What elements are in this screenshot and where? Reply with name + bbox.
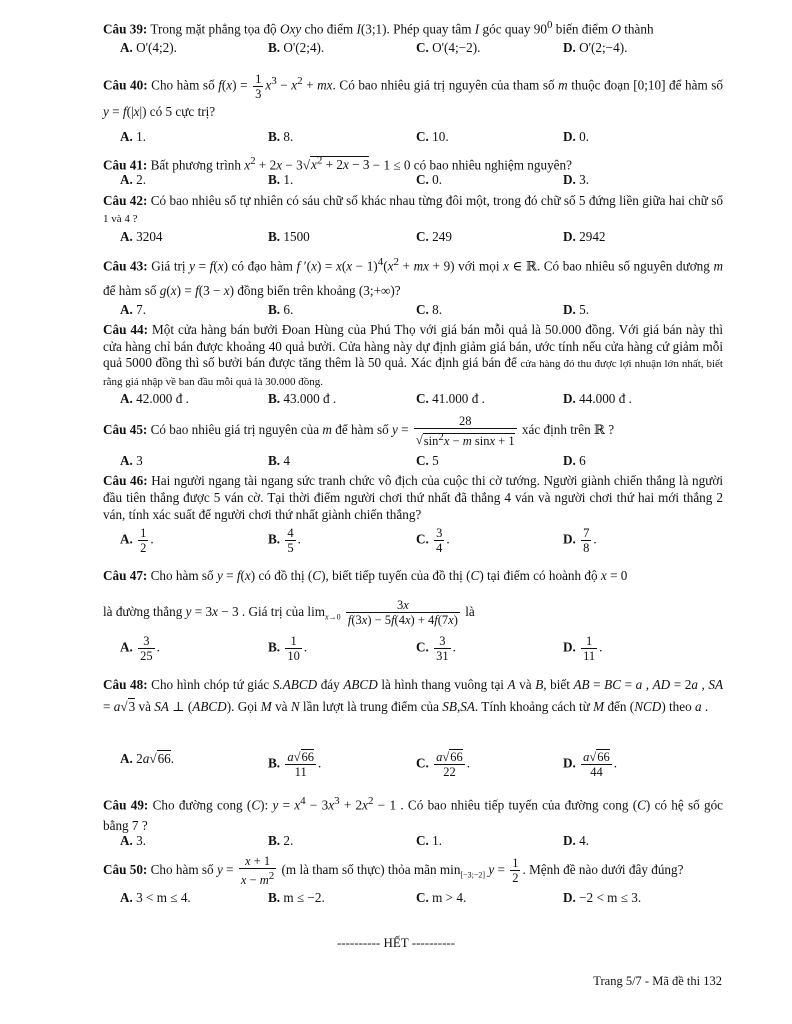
question-40-stem: Câu 40: Cho hàm số f(x) = $\frac{1}{3}$ $x^3 - x^2$ + mx. Có bao nhiêu giá trị nguyên của tham số m thuộc đoạn [0;10] để hàm số y = f(|x|) có 5 cực trị?: [103, 71, 724, 119]
page-footer: Trang 5/7 - Mã đề thi 132: [593, 974, 722, 988]
option-a[interactable]: A. O'(4;2).: [120, 40, 177, 55]
question-label: Câu 43:: [103, 258, 148, 274]
option-c[interactable]: C. 0.: [416, 172, 443, 187]
question-42-options: [103, 228, 723, 246]
option-d[interactable]: D. 3.: [563, 172, 590, 187]
question-label: Câu 41:: [103, 157, 148, 173]
question-45: [103, 412, 723, 468]
option-a[interactable]: A. 3 < m ≤ 4.: [120, 890, 191, 905]
option-c[interactable]: C. $\frac{3}{31}$ .: [416, 634, 456, 663]
option-a[interactable]: A. 3: [120, 453, 143, 468]
question-label: Câu 48:: [103, 677, 148, 692]
question-40-options: [103, 128, 723, 146]
option-a[interactable]: A. 42.000 đ .: [120, 391, 189, 406]
question-42: [103, 192, 724, 244]
question-47-stem: Câu 47: Cho hàm số y = f(x) có đồ thị (C), biết tiếp tuyến của đồ thị (C) tại điểm có hoành độ x = 0: [103, 568, 628, 583]
option-c[interactable]: C. $\frac{3}{4}$ .: [416, 526, 450, 555]
option-b[interactable]: B. O'(2;4).: [268, 40, 325, 55]
option-d[interactable]: D. 6: [563, 453, 586, 468]
question-label: Câu 47:: [103, 568, 148, 583]
option-c[interactable]: C. 10.: [416, 129, 449, 144]
option-b[interactable]: B. 2.: [268, 833, 294, 848]
option-d[interactable]: D. $\frac{7}{8}$ .: [563, 526, 597, 555]
question-label: Câu 40:: [103, 77, 148, 93]
option-d[interactable]: D. $\frac{a√66}{44}$ .: [563, 750, 618, 779]
option-b[interactable]: B. $\frac{a√66}{11}$ .: [268, 750, 322, 779]
question-label: Câu 44:: [103, 322, 149, 337]
question-49: [103, 791, 724, 848]
question-49-stem: Câu 49: Cho đường cong (C): $y = x^4 - 3x^3 + 2x^2 - 1$ . Có bao nhiêu tiếp tuyến của đường cong (C) có hệ số góc bằng 7 ?: [103, 795, 724, 834]
option-b[interactable]: B. 6.: [268, 302, 294, 317]
option-a[interactable]: A. 7.: [120, 302, 147, 317]
option-c[interactable]: C. 8.: [416, 302, 443, 317]
option-a[interactable]: A. 3204: [120, 229, 163, 244]
question-46-stem: Câu 46: Hai người ngang tài ngang sức tranh chức vô địch của cuộc thi cờ tướng. Người giành chiến thắng là người đầu tiên thắng được 5 ván cờ. Tại thời điểm người chơi thứ nhất đã thắng 4 ván và người chơi thứ hai mới thắng 2 ván, tính xác suất để người chơi thứ nhất giành chiến thắng?: [103, 473, 723, 522]
question-41-stem: Câu 41: Bất phương trình $x^2 + 2x - 3√x^2 + 2x - 3 - 1 \le 0$ có bao nhiêu nghiệm nguyên?: [103, 155, 572, 173]
option-a[interactable]: A. $\frac{3}{25}$ .: [120, 634, 160, 663]
option-c[interactable]: C. $\frac{a√66}{22}$ .: [416, 750, 471, 779]
question-45-stem: Câu 45: Có bao nhiêu giá trị nguyên của m để hàm số y = $\frac{28}{√\sin^2x - m \sin x + 1}$ xác định trên ℝ ?: [103, 414, 615, 448]
option-b[interactable]: B. m ≤ −2.: [268, 890, 325, 905]
option-c[interactable]: C. 1.: [416, 833, 443, 848]
question-48-stem: Câu 48: Cho hình chóp tứ giác S.ABCD đáy ABCD là hình thang vuông tại A và B, biết AB = BC = a , AD = 2a , SA = a√3 và SA ⊥ (ABCD). Gọi M và N lần lượt là trung điểm của SB,SA. Tính khoảng cách từ M đến (NCD) theo a .: [103, 677, 723, 714]
question-48: [103, 674, 723, 779]
question-label: Câu 49:: [103, 797, 149, 813]
option-a[interactable]: A. 1.: [120, 129, 147, 144]
option-b[interactable]: B. 4: [268, 453, 290, 468]
question-label: Câu 46:: [103, 473, 148, 488]
question-label: Câu 45:: [103, 422, 148, 437]
option-d[interactable]: D. 2942: [563, 229, 606, 244]
option-c[interactable]: C. O'(4;−2).: [416, 40, 481, 55]
question-48-options: [103, 750, 723, 786]
option-d[interactable]: D. 4.: [563, 833, 590, 848]
option-a[interactable]: A. 2a√66.: [120, 751, 175, 766]
question-39-options: [103, 39, 723, 57]
option-d[interactable]: D. O'(2;−4).: [563, 40, 628, 55]
option-a[interactable]: A. 2.: [120, 172, 147, 187]
option-c[interactable]: C. m > 4.: [416, 890, 467, 905]
option-b[interactable]: B. $\frac{1}{10}$ .: [268, 634, 308, 663]
question-39: [103, 17, 723, 55]
option-c[interactable]: C. 249: [416, 229, 452, 244]
option-a[interactable]: A. $\frac{1}{2}$ .: [120, 526, 154, 555]
option-d[interactable]: D. 5.: [563, 302, 590, 317]
question-label: Câu 42:: [103, 193, 148, 208]
question-46: [103, 472, 723, 555]
option-d[interactable]: D. $\frac{1}{11}$ .: [563, 634, 603, 663]
question-41: [103, 153, 723, 187]
end-marker: ---------- HẾT ----------: [336, 935, 456, 950]
option-b[interactable]: B. 1.: [268, 172, 294, 187]
question-42-stem: Câu 42: Có bao nhiêu số tự nhiên có sáu chữ số khác nhau từng đôi một, trong đó chữ số 5 đứng liền giữa hai chữ số 1 và 4 ?: [103, 193, 724, 225]
question-label: Câu 50:: [103, 862, 148, 877]
question-43: [103, 250, 723, 317]
question-47-stem-2: là đường thẳng y = 3x − 3 . Giá trị của $\lim_{x\to 0}$ $\frac{3x}{f(3x) - 5f(4x) + 4f(7x)}$ là: [103, 598, 475, 628]
question-50-options: [103, 889, 723, 907]
option-d[interactable]: D. 44.000 đ .: [563, 391, 632, 406]
option-b[interactable]: B. 43.000 đ .: [268, 391, 337, 406]
option-b[interactable]: B. 1500: [268, 229, 310, 244]
question-45-options: [103, 452, 723, 470]
option-c[interactable]: C. 41.000 đ .: [416, 391, 485, 406]
option-d[interactable]: D. 0.: [563, 129, 590, 144]
question-47-options: [103, 634, 723, 668]
question-44-options: [103, 390, 723, 408]
question-44: [103, 322, 723, 406]
question-49-options: [103, 832, 723, 850]
question-46-options: [103, 526, 723, 560]
option-c[interactable]: C. 5: [416, 453, 439, 468]
question-50-stem: Câu 50: Cho hàm số y = $\frac{x + 1}{x - m^2}$ (m là tham số thực) thỏa mãn $\min_{[-3;-2]} y$ = $\frac{1}{2}$ . Mệnh đề nào dưới đây đúng?: [103, 854, 684, 888]
option-b[interactable]: B. 8.: [268, 129, 294, 144]
question-47: [103, 566, 723, 663]
question-label: Câu 39:: [103, 21, 148, 37]
question-43-stem: Câu 43: Giá trị y = f(x) có đạo hàm f $'(x) = x(x - 1)^4(x^2$ + mx + 9) với mọi x ∈ ℝ. Có bao nhiêu số nguyên dương m để hàm số g(x) = f(3 − x) đồng biến trên khoảng (3;+∞)?: [103, 256, 723, 299]
option-a[interactable]: A. 3.: [120, 833, 147, 848]
question-40: [103, 70, 724, 144]
question-41-options: [103, 171, 723, 189]
option-b[interactable]: B. $\frac{4}{5}$ .: [268, 526, 301, 555]
question-44-stem: Câu 44: Một cửa hàng bán bưởi Đoan Hùng của Phú Thọ với giá bán mỗi quả là 50.000 đồng. Với giá bán này thì cửa hàng chỉ bán được khoảng 40 quả bưởi. Cửa hàng này dự định giảm giá bán, ước tính nếu cửa hàng cứ giảm mỗi quả 5000 đồng thì số bưởi bán được tăng thêm là 50 quả. Xác định giá bán để cửa hàng đó thu được lợi nhuận lớn nhất, biết rằng giá nhập về ban đầu mỗi quả là 30.000 đồng.: [103, 322, 723, 388]
question-39-stem: Câu 39: Trong mặt phẳng tọa độ Oxy cho điểm I(3;1). Phép quay tâm I góc quay $90^0$ biến điểm O thành: [103, 19, 654, 37]
option-d[interactable]: D. −2 < m ≤ 3.: [563, 890, 642, 905]
question-50: [103, 853, 723, 905]
question-43-options: [103, 301, 723, 319]
